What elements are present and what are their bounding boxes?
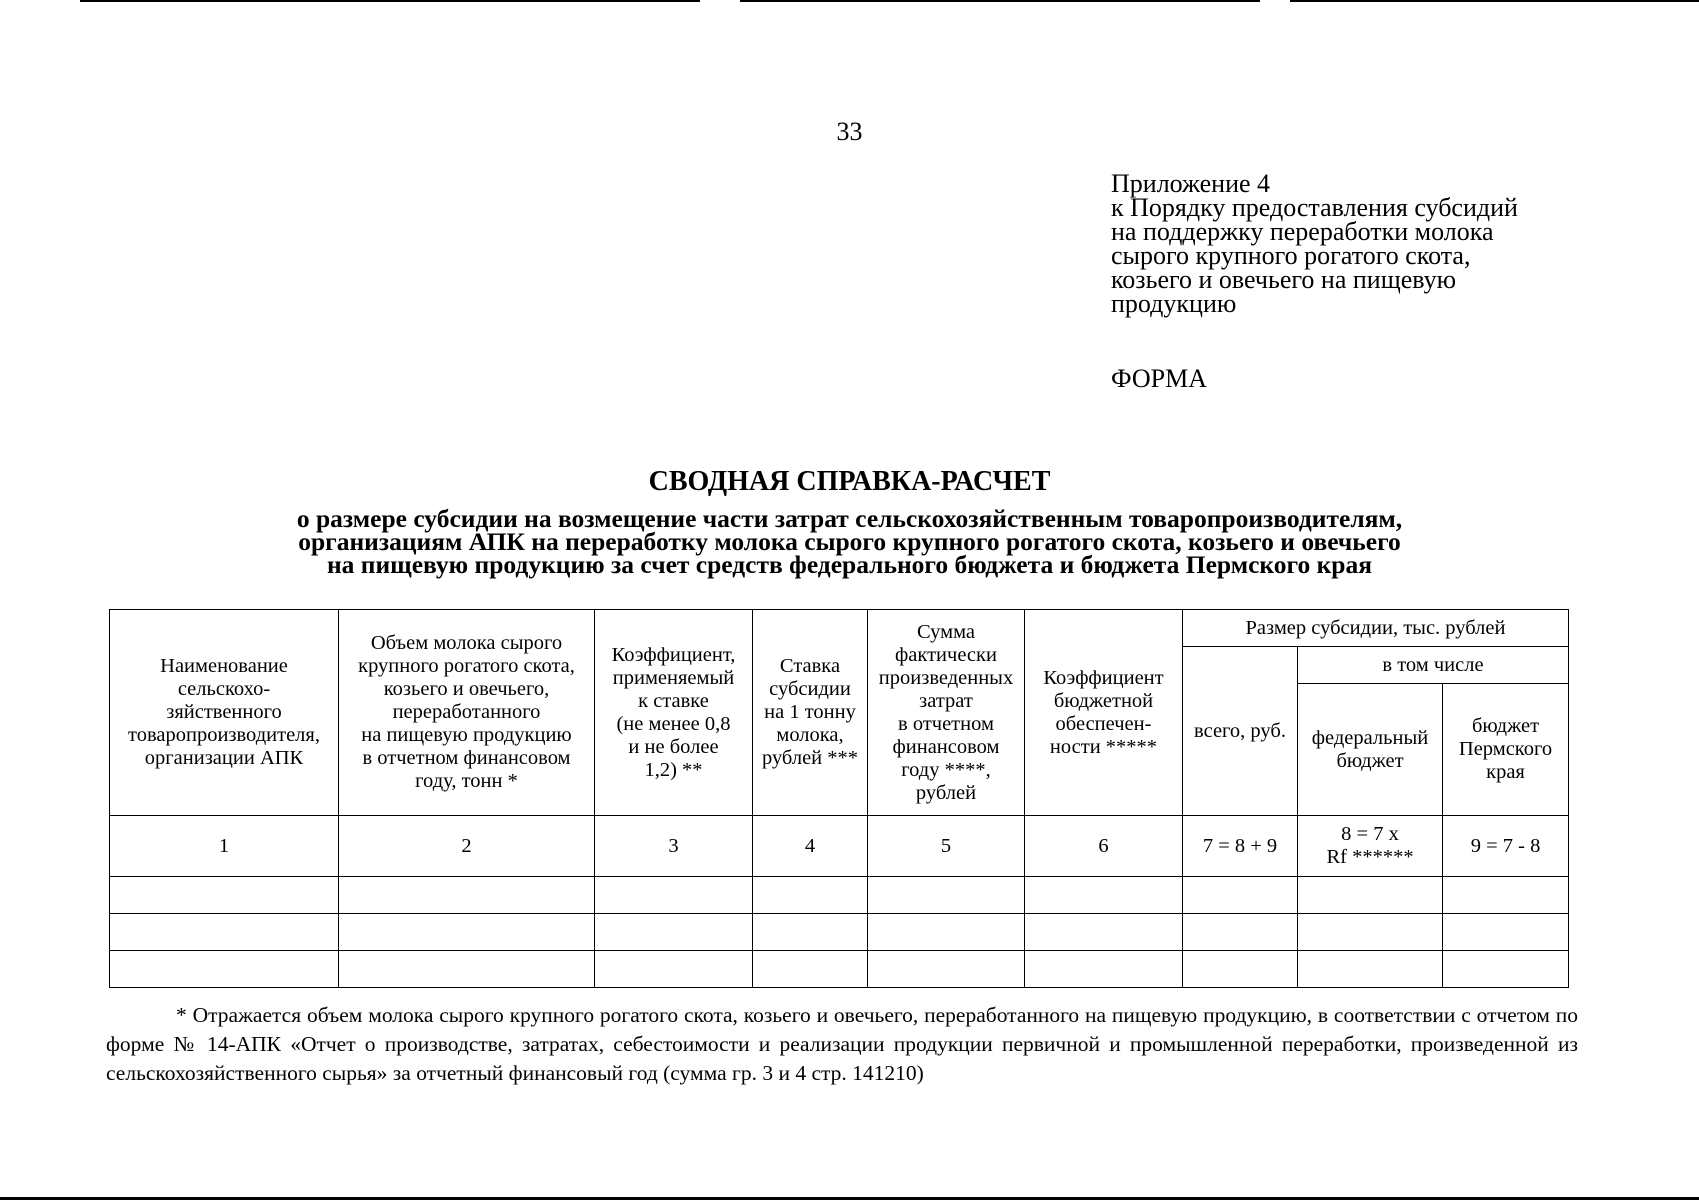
table-cell[interactable] <box>868 951 1025 988</box>
column-number: 5 <box>868 816 1025 877</box>
table-cell[interactable] <box>753 877 868 914</box>
annex-line: козьего и овечьего на пищевую <box>1111 265 1457 294</box>
table-cell[interactable] <box>1025 951 1183 988</box>
table-cell[interactable] <box>1443 951 1569 988</box>
header-including-group: в том числе <box>1298 647 1569 684</box>
table-cell[interactable] <box>1025 914 1183 951</box>
table-cell[interactable] <box>595 914 753 951</box>
table-cell[interactable] <box>1443 877 1569 914</box>
table-cell[interactable] <box>753 951 868 988</box>
table-cell[interactable] <box>1183 914 1298 951</box>
column-number: 3 <box>595 816 753 877</box>
header-producer-name: Наименование сельскохо- зяйственного товаропроизводителя, организации АПК <box>110 610 339 816</box>
column-number: 8 = 7 x Rf ****** <box>1298 816 1443 877</box>
footnote <box>106 1001 1578 1088</box>
annex-block <box>1111 169 1631 318</box>
page-number: 33 <box>836 117 863 146</box>
header-row <box>110 610 1569 647</box>
header-budget-coefficient: Коэффициент бюджетной обеспечен- ности ***** <box>1025 610 1183 816</box>
subtitle-line: о размере субсидии на возмещение части затрат сельскохозяйственным товаропроизводителям, <box>296 504 1403 533</box>
table-cell[interactable] <box>868 877 1025 914</box>
annex-line: к Порядку предоставления субсидий <box>1111 193 1518 222</box>
header-perm-budget: бюджет Пермского края <box>1443 684 1569 816</box>
header-milk-volume: Объем молока сырого крупного рогатого скота, козьего и овечьего, переработанного на пищевую продукцию в отчетном финансовом году, тонн * <box>339 610 595 816</box>
column-number: 2 <box>339 816 595 877</box>
empty-data-row <box>110 914 1569 951</box>
header-total: всего, руб. <box>1183 647 1298 816</box>
annex-line: на поддержку переработки молока <box>1111 217 1494 246</box>
annex-line: продукцию <box>1111 289 1237 318</box>
footnote-text: * Отражается объем молока сырого крупного рогатого скота, козьего и овечьего, переработанного на пищевую продукцию, в соответствии с отчетом по форме № 14-АПК «Отчет о производстве, затратах, себестоимости и реализации продукции первичной и промышленной переработки, произведенной из сельскохозяйственного сырья» за отчетный финансовый год (сумма гр. 3 и 4 стр. 141210) <box>106 1003 1578 1085</box>
table-cell[interactable] <box>339 914 595 951</box>
column-number: 1 <box>110 816 339 877</box>
scan-edge-top-1 <box>80 0 700 2</box>
form-label: ФОРМА <box>1111 364 1207 393</box>
empty-data-row <box>110 951 1569 988</box>
header-federal-budget: федеральный бюджет <box>1298 684 1443 816</box>
column-number: 6 <box>1025 816 1183 877</box>
header-rate-coefficient: Коэффициент, применяемый к ставке (не менее 0,8 и не более 1,2) ** <box>595 610 753 816</box>
column-number: 7 = 8 + 9 <box>1183 816 1298 877</box>
table-cell[interactable] <box>339 877 595 914</box>
document-subtitle <box>0 504 1699 579</box>
table-cell[interactable] <box>1025 877 1183 914</box>
table-cell[interactable] <box>339 951 595 988</box>
table-cell[interactable] <box>1298 914 1443 951</box>
column-number: 4 <box>753 816 868 877</box>
table-cell[interactable] <box>1183 951 1298 988</box>
document-title: СВОДНАЯ СПРАВКА-РАСЧЕТ <box>648 466 1051 497</box>
table-cell[interactable] <box>868 914 1025 951</box>
table-cell[interactable] <box>1443 914 1569 951</box>
table-cell[interactable] <box>110 914 339 951</box>
table-cell[interactable] <box>595 951 753 988</box>
table-cell[interactable] <box>110 951 339 988</box>
subtitle-line: организациям АПК на переработку молока сырого крупного рогатого скота, козьего и овечьего <box>298 527 1401 556</box>
subtitle-line: на пищевую продукцию за счет средств федерального бюджета и бюджета Пермского края <box>326 550 1372 579</box>
table-cell[interactable] <box>595 877 753 914</box>
table-cell[interactable] <box>753 914 868 951</box>
table-cell[interactable] <box>110 877 339 914</box>
table-cell[interactable] <box>1298 877 1443 914</box>
table-cell[interactable] <box>1183 877 1298 914</box>
annex-line: Приложение 4 <box>1111 169 1271 198</box>
empty-data-row <box>110 877 1569 914</box>
column-number-row <box>110 816 1569 877</box>
header-subsidy-size-group: Размер субсидии, тыс. рублей <box>1183 610 1569 647</box>
header-actual-costs: Сумма фактически произведенных затрат в отчетном финансовом году ****, рублей <box>868 610 1025 816</box>
table-cell[interactable] <box>1298 951 1443 988</box>
subsidy-calculation-table <box>109 609 1569 988</box>
column-number: 9 = 7 - 8 <box>1443 816 1569 877</box>
header-subsidy-rate: Ставка субсидии на 1 тонну молока, рублей *** <box>753 610 868 816</box>
scan-edge-top-2 <box>740 0 1260 2</box>
annex-line: сырого крупного рогатого скота, <box>1111 241 1471 270</box>
scan-edge-top-3 <box>1290 0 1699 2</box>
